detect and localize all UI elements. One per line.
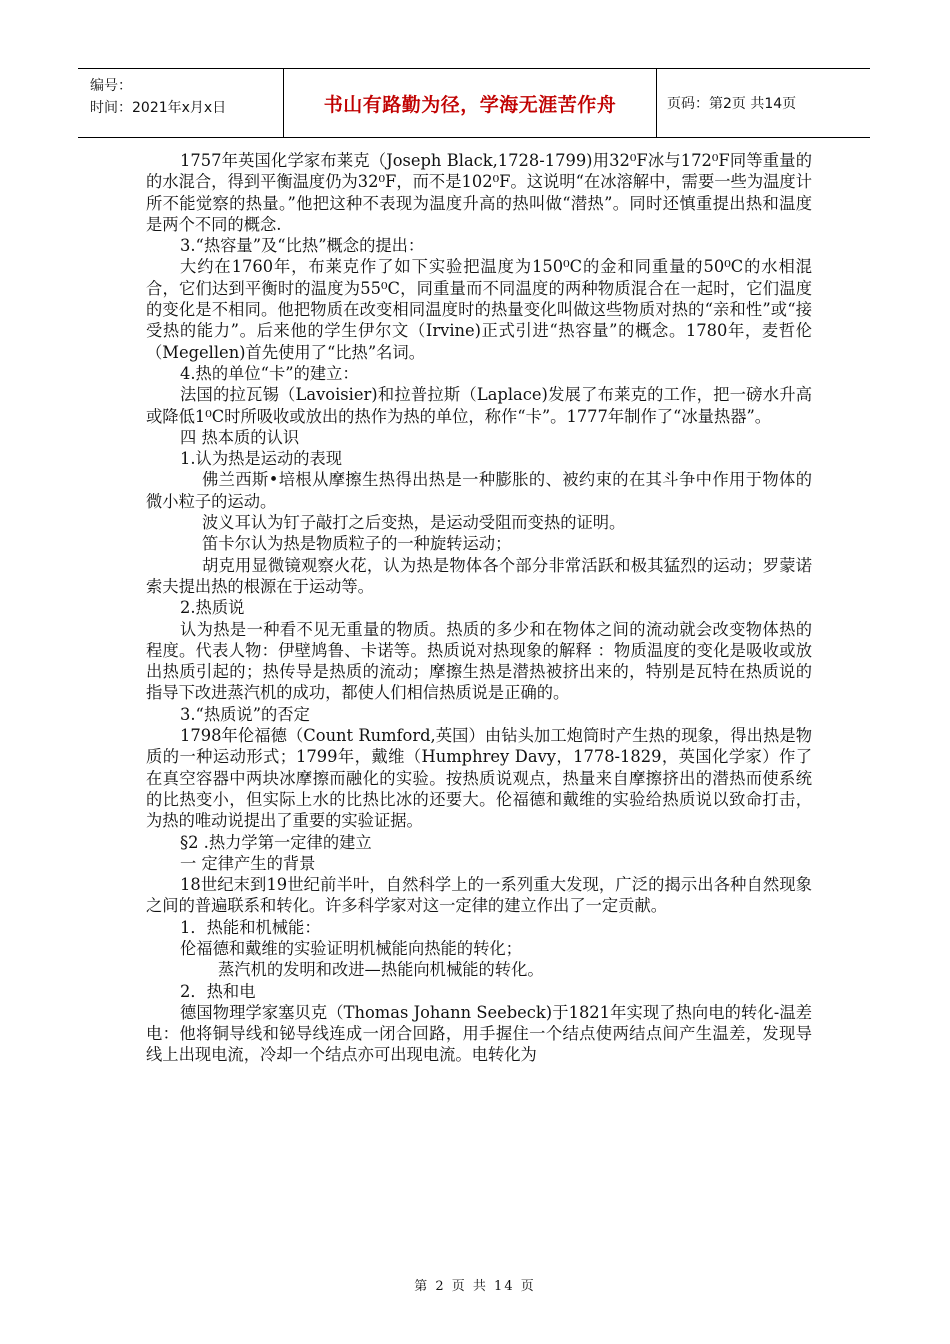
paragraph-mechanical-to-heat: 伦福德和戴维的实验证明机械能向热能的转化； — [180, 938, 522, 958]
paragraph-black-latent-heat: 1757年英国化学家布莱克（Joseph Black,1728-1799)用32⁰F冰与172⁰F同等重量的的水混合，得到平衡温度仍为32⁰F，而不是102⁰F。这说明“在冰溶解中，需要一些为温度计所不能觉察的热量。”他把这种不表现为温度升高的热叫做“潜热”。同时还慎重提出热和温度是两个不同的概念. — [146, 151, 812, 234]
number-label: 编号： — [90, 78, 132, 94]
heading-caloric-theory: 2.热质说 — [180, 598, 245, 618]
header-motto: 书山有路勤为径，学海无涯苦作舟 — [284, 69, 657, 137]
paragraph-caloric-theory: 认为热是一种看不见无重量的物质。热质的多少和在物体之间的流动就会改变物体热的程度。代表人物：伊壁鸠鲁、卡诺等。热质说对热现象的解释 ：物质温度的变化是吸收或放出热质引起的；热传导是热质的流动；摩擦生热是潜热被挤出来的，特别是瓦特在热质说的指导下改进蒸汽机的成功，都使人们相信热质说是正确的。 — [146, 619, 812, 703]
header-page-label: 页码：第2页 共14页 — [667, 96, 797, 112]
heading-calorie-unit: 4.热的单位“卡”的建立： — [180, 363, 359, 383]
heading-heat-capacity: 3.“热容量”及“比热”概念的提出： — [180, 236, 425, 256]
paragraph-heat-capacity: 大约在1760年，布莱克作了如下实验把温度为150⁰C的金和同重量的50⁰C的水相混合，它们达到平衡时的温度为55⁰C，同重量而不同温度的两种物质混合在一起时，它们温度的变化是不相同。他把物质在改变相同温度时的热量变化叫做这些物质对热的“亲和性”或“接受热的能力”。后来他的学生伊尔文（Irvine)正式引进“热容量”的概念。1780年，麦哲伦（Megellen)首先使用了“比热”名词。 — [146, 257, 812, 362]
paragraph-background: 18世纪末到19世纪前半叶，自然科学上的一系列重大发现，广泛的揭示出各种自然现象之间的普遍联系和转化。许多科学家对这一定律的建立作出了一定贡献。 — [146, 875, 812, 916]
page-footer: 第 2 页 共 14 页 — [414, 1279, 536, 1294]
time-label: 时间：2021年x月x日 — [90, 100, 227, 116]
heading-caloric-refuted: 3.“热质说”的否定 — [180, 704, 310, 724]
heading-thermal-mechanical: 1．热能和机械能： — [180, 917, 321, 937]
header-meta — [78, 69, 284, 137]
heading-heat-and-electricity: 2．热和电 — [180, 981, 256, 1001]
paragraph-bacon: 佛兰西斯•培根从摩擦生热得出热是一种膨胀的、被约束的在其斗争中作用于物体的微小粒子的运动。 — [146, 470, 812, 511]
paragraph-seebeck: 德国物理学家塞贝克（Thomas Johann Seebeck)于1821年实现了热向电的转化-温差电：他将铜导线和铋导线连成一闭合回路，用手握住一个结点使两结点间产生温差，发现导线上出现电流，冷却一个结点亦可出现电流。电转化为 — [146, 1002, 812, 1065]
paragraph-steam-engine: 蒸汽机的发明和改进—热能向机械能的转化。 — [218, 960, 544, 980]
chapter-heading-first-law: §2 .热力学第一定律的建立 — [180, 832, 372, 852]
heading-heat-as-motion: 1.认为热是运动的表现 — [180, 449, 343, 469]
paragraph-rumford-davy: 1798年伦福德（Count Rumford,英国）由钻头加工炮筒时产生热的现象，得出热是物质的一种运动形式；1799年，戴维（Humphrey Davy，1778-1829，英国化学家）作了在真空容器中两块冰摩擦而融化的实验。按热质说观点，热量来自摩擦挤出的潜热而使系统的比热变小，但实际上水的比热比冰的还要大。伦福德和戴维的实验给热质说以致命打击，为热的唯动说提出了重要的实验证据。 — [146, 726, 812, 831]
document-body — [146, 150, 812, 1066]
paragraph-descartes: 笛卡尔认为热是物质粒子的一种旋转运动； — [202, 534, 512, 554]
paragraph-calorie-unit: 法国的拉瓦锡（Lavoisier)和拉普拉斯（Laplace)发展了布莱克的工作，把一磅水升高或降低1⁰C时所吸收或放出的热作为热的单位，称作“卡”。1777年制作了“冰量热器”。 — [146, 385, 812, 426]
paragraph-boyle: 波义耳认为钉子敲打之后变热，是运动受阻而变热的证明。 — [202, 513, 626, 533]
page-header — [78, 68, 870, 138]
section-heading-background: 一 定律产生的背景 — [180, 853, 316, 873]
paragraph-hooke: 胡克用显微镜观察火花，认为热是物体各个部分非常活跃和极其猛烈的运动；罗蒙诺索夫提出热的根源在于运动等。 — [146, 555, 812, 596]
section-heading-nature-of-heat: 四 热本质的认识 — [180, 427, 300, 447]
